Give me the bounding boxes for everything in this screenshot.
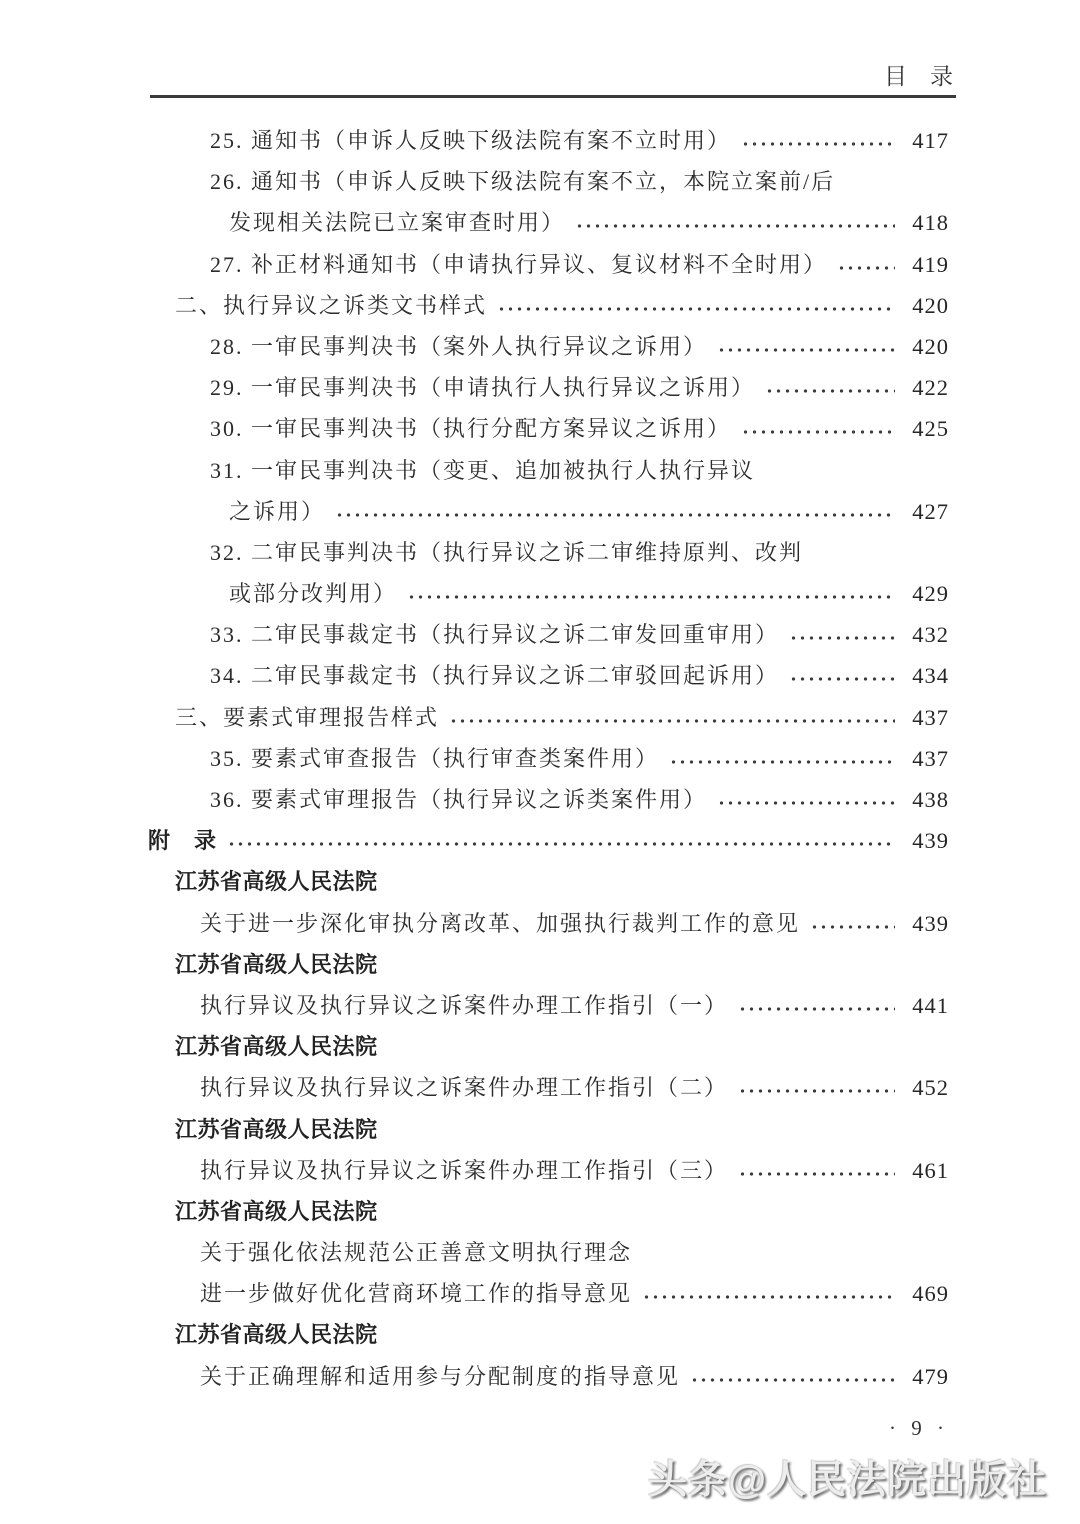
dot-leader <box>717 779 895 820</box>
dot-leader <box>738 1067 895 1108</box>
toc-entry-line <box>148 1356 949 1397</box>
toc-entry-text: 发现相关法院已立案审查时用） <box>229 210 566 236</box>
toc-page-number: 419 <box>912 251 949 277</box>
toc-page-number: 420 <box>912 292 949 318</box>
toc-entry-line <box>148 820 949 861</box>
toc-entry-text: 进一步做好优化营商环境工作的指导意见 <box>200 1281 633 1307</box>
toc-entry-text: 35. 要素式审查报告（执行审查类案件用） <box>210 745 660 771</box>
toc-page-number: 429 <box>912 581 949 607</box>
toc-entry-text: 江苏省高级人民法院 <box>175 1322 378 1348</box>
toc-entry-text: 32. 二审民事判决书（执行异议之诉二审维持原判、改判 <box>210 539 804 565</box>
toc-entry-line <box>148 244 949 285</box>
dot-leader <box>407 573 895 614</box>
toc-page-number: 434 <box>912 663 949 689</box>
dot-leader <box>449 697 895 738</box>
toc-page-number: 427 <box>912 498 949 524</box>
toc-page-number: 469 <box>912 1281 949 1307</box>
header-rule <box>150 95 956 98</box>
toc-entry-line <box>148 697 949 738</box>
dot-leader <box>837 244 895 285</box>
toc-entry-text: 28. 一审民事判决书（案外人执行异议之诉用） <box>210 333 708 359</box>
toc-entry-text: 江苏省高级人民法院 <box>175 1198 378 1224</box>
toc-page-number: 452 <box>912 1075 949 1101</box>
toc-entry-line <box>148 450 949 491</box>
toc-entry-text: 江苏省高级人民法院 <box>175 1116 378 1142</box>
toc-entry-text: 关于强化依法规范公正善意文明执行理念 <box>200 1240 633 1266</box>
dot-leader <box>741 120 895 161</box>
toc-entry-line <box>148 614 949 655</box>
dot-leader <box>642 1273 895 1314</box>
dot-leader <box>497 285 895 326</box>
toc-entry-line <box>148 120 949 161</box>
toc-entry-text: 34. 二审民事裁定书（执行异议之诉二审驳回起诉用） <box>210 663 780 689</box>
toc-entry-line <box>148 202 949 243</box>
page-header-title: 目 录 <box>884 64 953 89</box>
toc-entry-text: 36. 要素式审理报告（执行异议之诉类案件用） <box>210 787 708 812</box>
toc-entry-line <box>148 1273 949 1314</box>
toc-page-number: 441 <box>912 992 949 1018</box>
toc-entry-line <box>148 1232 949 1273</box>
toc-entry-text: 或部分改判用） <box>229 581 398 607</box>
toc-entry-line <box>148 491 949 532</box>
toc-page-number: 461 <box>912 1157 949 1183</box>
toc-page-number: 439 <box>912 828 949 854</box>
toc-entry-text: 执行异议及执行异议之诉案件办理工作指引（三） <box>200 1157 729 1183</box>
toc-entry-line <box>148 1109 949 1150</box>
toc-page-number: 420 <box>912 333 949 359</box>
toc-list <box>148 120 949 1397</box>
toc-page-number: 439 <box>912 910 949 936</box>
dot-leader <box>227 820 895 861</box>
toc-entry-line <box>148 1026 949 1067</box>
toc-entry-text: 29. 一审民事判决书（申请执行人执行异议之诉用） <box>210 375 756 401</box>
toc-entry-line <box>148 285 949 326</box>
toc-entry-line <box>148 861 949 902</box>
toc-entry-text: 25. 通知书（申诉人反映下级法院有案不立时用） <box>210 128 732 153</box>
toc-page-number: 437 <box>912 745 949 771</box>
toc-page-number: 437 <box>912 704 949 730</box>
toc-entry-line <box>148 367 949 408</box>
toc-entry-line <box>148 161 949 202</box>
toc-entry-line <box>148 1314 949 1355</box>
toc-page-number: 432 <box>912 622 949 648</box>
toc-page-number: 425 <box>912 416 949 442</box>
toc-entry-text: 江苏省高级人民法院 <box>175 1034 378 1060</box>
toc-entry-text: 关于进一步深化审执分离改革、加强执行裁判工作的意见 <box>200 910 801 936</box>
toc-entry-line <box>148 944 949 985</box>
page-number: · 9 · <box>889 1416 949 1440</box>
toc-entry-line <box>148 326 949 367</box>
dot-leader <box>765 367 895 408</box>
toc-entry-text: 二、执行异议之诉类文书样式 <box>175 292 488 318</box>
toc-entry-text: 33. 二审民事裁定书（执行异议之诉二审发回重审用） <box>210 622 780 648</box>
dot-leader <box>738 985 895 1026</box>
toc-entry-text: 三、要素式审理报告样式 <box>175 704 440 730</box>
toc-entry-text: 附 录 <box>148 828 218 854</box>
dot-leader <box>789 614 895 655</box>
toc-entry-line <box>148 408 949 449</box>
toc-entry-text: 执行异议及执行异议之诉案件办理工作指引（二） <box>200 1075 729 1101</box>
toc-entry-text: 关于正确理解和适用参与分配制度的指导意见 <box>200 1363 681 1389</box>
toc-page-number: 479 <box>912 1363 949 1389</box>
dot-leader <box>717 326 895 367</box>
toc-page-number: 422 <box>912 375 949 401</box>
toc-page-number: 418 <box>912 210 949 236</box>
dot-leader <box>690 1356 895 1397</box>
toc-entry-text: 30. 一审民事判决书（执行分配方案异议之诉用） <box>210 416 732 442</box>
toc-entry-text: 26. 通知书（申诉人反映下级法院有案不立，本院立案前/后 <box>210 169 836 195</box>
toc-entry-line <box>148 738 949 779</box>
dot-leader <box>335 491 895 532</box>
dot-leader <box>575 202 895 243</box>
watermark: 头条@人民法院出版社 <box>647 1459 1047 1502</box>
toc-entry-text: 31. 一审民事判决书（变更、追加被执行人执行异议 <box>210 457 756 483</box>
toc-entry-text: 27. 补正材料通知书（申请执行异议、复议材料不全时用） <box>210 251 828 277</box>
toc-entry-line <box>148 985 949 1026</box>
dot-leader <box>810 903 895 944</box>
toc-entry-line <box>148 903 949 944</box>
toc-entry-line <box>148 655 949 696</box>
toc-entry-line <box>148 1191 949 1232</box>
toc-entry-line <box>148 532 949 573</box>
toc-entry-line <box>148 779 949 820</box>
toc-entry-text: 江苏省高级人民法院 <box>175 951 378 977</box>
toc-entry-line <box>148 1150 949 1191</box>
toc-page-number: 438 <box>912 787 949 812</box>
toc-entry-line <box>148 573 949 614</box>
toc-entry-text: 之诉用） <box>229 498 326 524</box>
dot-leader <box>669 738 895 779</box>
toc-page-number: 417 <box>912 128 949 153</box>
dot-leader <box>738 1150 895 1191</box>
toc-entry-line <box>148 1067 949 1108</box>
dot-leader <box>789 655 895 696</box>
toc-entry-text: 江苏省高级人民法院 <box>175 869 378 895</box>
dot-leader <box>741 408 895 449</box>
toc-entry-text: 执行异议及执行异议之诉案件办理工作指引（一） <box>200 992 729 1018</box>
